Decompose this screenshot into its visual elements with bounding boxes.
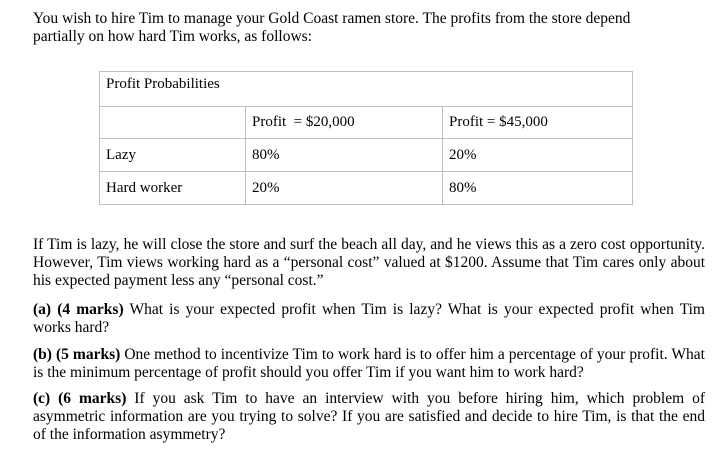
- cell-lazy-45000: 20%: [443, 139, 633, 172]
- cell-lazy-20000: 80%: [246, 139, 443, 172]
- table-header-profit-45000: Profit = $45,000: [443, 107, 633, 139]
- profit-probabilities-table: [99, 71, 633, 205]
- question-c-label: (c) (6 marks): [33, 390, 127, 407]
- question-c-text: If you ask Tim to have an interview with you before hiring him, which problem of asymmetric information are you trying to solve? If you are satisfied and decide to hire Tim, is that the end of the information asymmetry?: [33, 390, 705, 443]
- table-header-empty: [100, 107, 246, 139]
- question-c: [33, 390, 705, 444]
- table-row: [100, 172, 633, 205]
- intro-paragraph: You wish to hire Tim to manage your Gold Coast ramen store. The profits from the store depend partially on how hard Tim works, as follows:: [33, 10, 631, 45]
- question-a: [33, 301, 705, 337]
- question-b: [33, 346, 705, 382]
- table-header-profit-20000: Profit = $20,000: [246, 107, 443, 139]
- table-header-row: [100, 107, 633, 139]
- table-title-row: [100, 72, 633, 107]
- row-label-hard-worker: Hard worker: [100, 172, 246, 205]
- table-row: [100, 139, 633, 172]
- scenario-paragraph: If Tim is lazy, he will close the store and surf the beach all day, and he views this as a zero cost opportunity. However, Tim views working hard as a “personal cost” valued at $1200. Assume that Tim cares only about his expected payment less any “personal cost.”: [33, 236, 705, 289]
- question-a-label: (a) (4 marks): [33, 301, 124, 318]
- table-title: Profit Probabilities: [100, 72, 633, 107]
- row-label-lazy: Lazy: [100, 139, 246, 172]
- cell-hard-45000: 80%: [443, 172, 633, 205]
- question-b-label: (b) (5 marks): [33, 346, 121, 363]
- question-b-text: One method to incentivize Tim to work hard is to offer him a percentage of your profit. What is the minimum percentage of profit should you offer Tim if you want him to work hard?: [33, 346, 705, 381]
- cell-hard-20000: 20%: [246, 172, 443, 205]
- question-a-text: What is your expected profit when Tim is lazy? What is your expected profit when Tim works hard?: [33, 301, 705, 336]
